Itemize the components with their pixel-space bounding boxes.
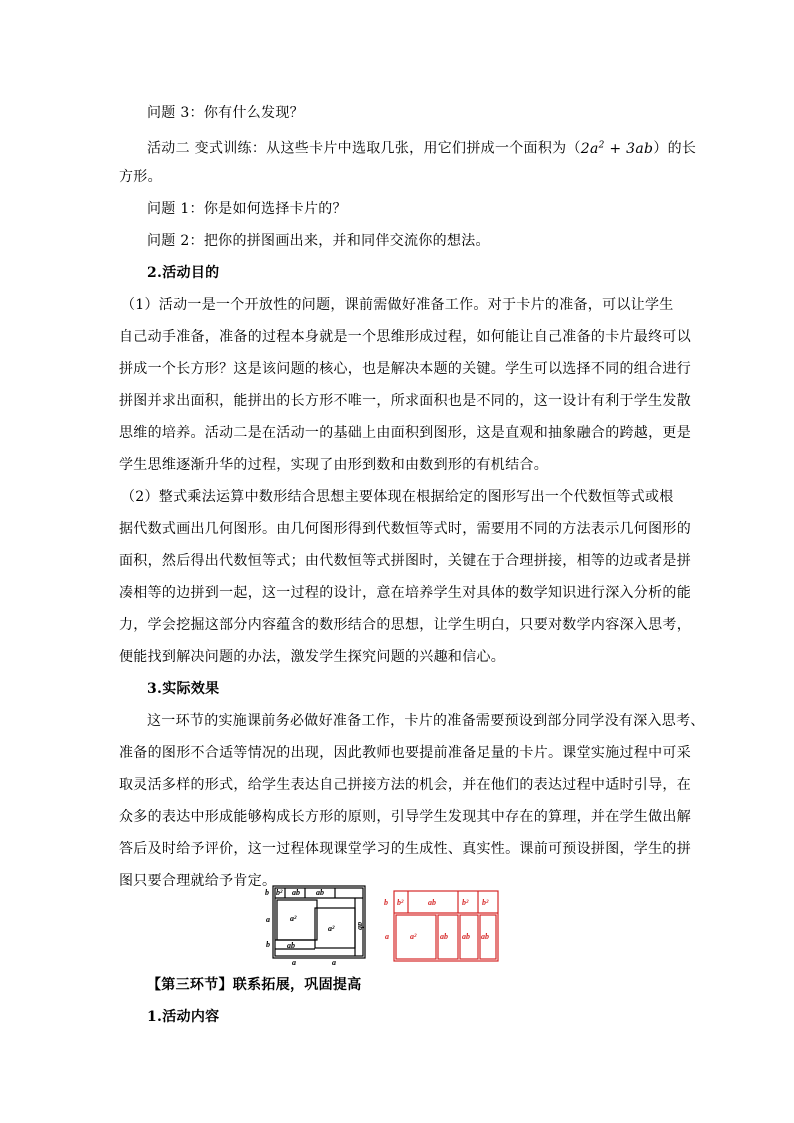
right-label-ab-1: ab: [440, 932, 448, 941]
para2-line4: 凑相等的边拼到一起，这一过程的设计，意在培养学生对具体的数学知识进行深入分析的能: [119, 585, 691, 601]
right-label-a2: a²: [410, 932, 417, 941]
para3-line6: 图只要合理就给予肯定。: [119, 873, 277, 889]
heading-purpose: 2.活动目的: [147, 265, 220, 281]
heading-content: 1.活动内容: [147, 1009, 220, 1025]
left-label-b2: b²: [276, 888, 283, 897]
para1-line6: 学生思维逐渐升华的过程，实现了由形到数和由数到形的有机结合。: [119, 457, 548, 473]
question-1: 问题 1：你是如何选择卡片的？: [147, 201, 347, 217]
left-label-ab-1: ab: [292, 888, 300, 897]
left-label-a-bottom: a: [292, 958, 296, 966]
para3-line2: 准备的图形不合适等情况的出现，因此教师也要提前准备足量的卡片。课堂实施过程中可采: [119, 745, 691, 761]
right-label-b2-2: b²: [462, 898, 469, 907]
right-label-b: b: [384, 898, 388, 907]
para2-line5: 力，学会挖掘这部分内容蕴含的数形结合的思想，让学生明白，只要对数学内容深入思考，: [119, 617, 691, 633]
para2-line6: 便能找到解决问题的办法，激发学生探究问题的兴趣和信心。: [119, 649, 506, 665]
para1-line3: 拼成一个长方形？这是该问题的核心，也是解决本题的关键。学生可以选择不同的组合进行: [119, 361, 691, 377]
right-label-ab-3: ab: [481, 932, 489, 941]
tiling-figure-left: [262, 884, 370, 966]
question-2: 问题 2：把你的拼图画出来，并和同伴交流你的想法。: [147, 233, 490, 249]
left-label-ab-3: ab: [287, 941, 295, 950]
right-label-b2-3: b²: [482, 898, 489, 907]
activity-2-tail: ）的长: [653, 140, 697, 157]
para1-line5: 思维的培养。活动二是在活动一的基础上由面积到图形，这是直观和抽象融合的跨越，更是: [119, 425, 691, 441]
tiling-figure-right: [382, 889, 502, 965]
left-label-ab-right: ab: [356, 922, 365, 930]
right-label-ab-2: ab: [462, 932, 470, 941]
expr-2a: 2a: [580, 140, 599, 157]
para2-line1: （2）整式乘法运算中数形结合思想主要体现在根据给定的图形写出一个代数恒等式或根: [121, 489, 674, 505]
left-label-b-bottom: b: [266, 940, 270, 949]
right-label-a: a: [385, 932, 389, 941]
right-label-ab-top: ab: [428, 898, 436, 907]
activity-2-body: 变式训练：从这些卡片中选取几张，用它们拼成一个面积为（: [189, 140, 581, 157]
left-label-a2-2: a²: [328, 924, 335, 933]
para1-line1: （1）活动一是一个开放性的问题，课前需做好准备工作。对于卡片的准备，可以让学生: [121, 297, 674, 313]
left-label-ab-2: ab: [316, 888, 324, 897]
para3-line3: 取灵活多样的形式，给学生表达自己拼接方法的机会，并在他们的表达过程中适时引导，在: [119, 777, 691, 793]
heading-section-3: 【第三环节】联系拓展，巩固提高: [147, 977, 362, 993]
question-3: 问题 3：你有什么发现？: [147, 105, 304, 121]
para3-line5: 答后及时给予评价，这一过程体现课堂学习的生成性、真实性。课前可预设拼图，学生的拼: [119, 841, 691, 857]
para1-line2: 自己动手准备，准备的过程本身就是一个思维形成过程，如何能让自己准备的卡片最终可以: [119, 329, 691, 345]
left-label-b-top: b: [265, 888, 269, 897]
left-label-a-bottom-2: a: [332, 958, 336, 966]
right-label-b2-1: b²: [397, 898, 404, 907]
activity-2-cont: 方形。: [119, 169, 162, 185]
para2-line2: 据代数式画出几何图形。由几何图形得到代数恒等式时，需要用不同的方法表示几何图形的: [119, 521, 691, 537]
para2-line3: 面积，然后得出代数恒等式；由代数恒等式拼图时，关键在于合理拼接，相等的边或者是拼: [119, 553, 691, 569]
para1-line4: 拼图并求出面积，能拼出的长方形不唯一，所求面积也是不同的，这一设计有利于学生发散: [119, 393, 691, 409]
para3-line1: 这一环节的实施课前务必做好准备工作，卡片的准备需要预设到部分同学没有深入思考、: [147, 713, 705, 729]
left-label-a2-1: a²: [290, 914, 297, 923]
area-expression: $2a^2 + 3ab$: [580, 140, 654, 157]
heading-effect: 3.实际效果: [147, 681, 220, 697]
left-label-a-side: a: [266, 915, 270, 924]
para3-line4: 众多的表达中形成能够构成长方形的原则，引导学生发现其中存在的算理，并在学生做出解: [119, 809, 691, 825]
activity-2-line: [147, 135, 696, 159]
expr-3ab: + 3ab: [604, 140, 654, 157]
activity-2-label: 活动二: [147, 140, 190, 157]
